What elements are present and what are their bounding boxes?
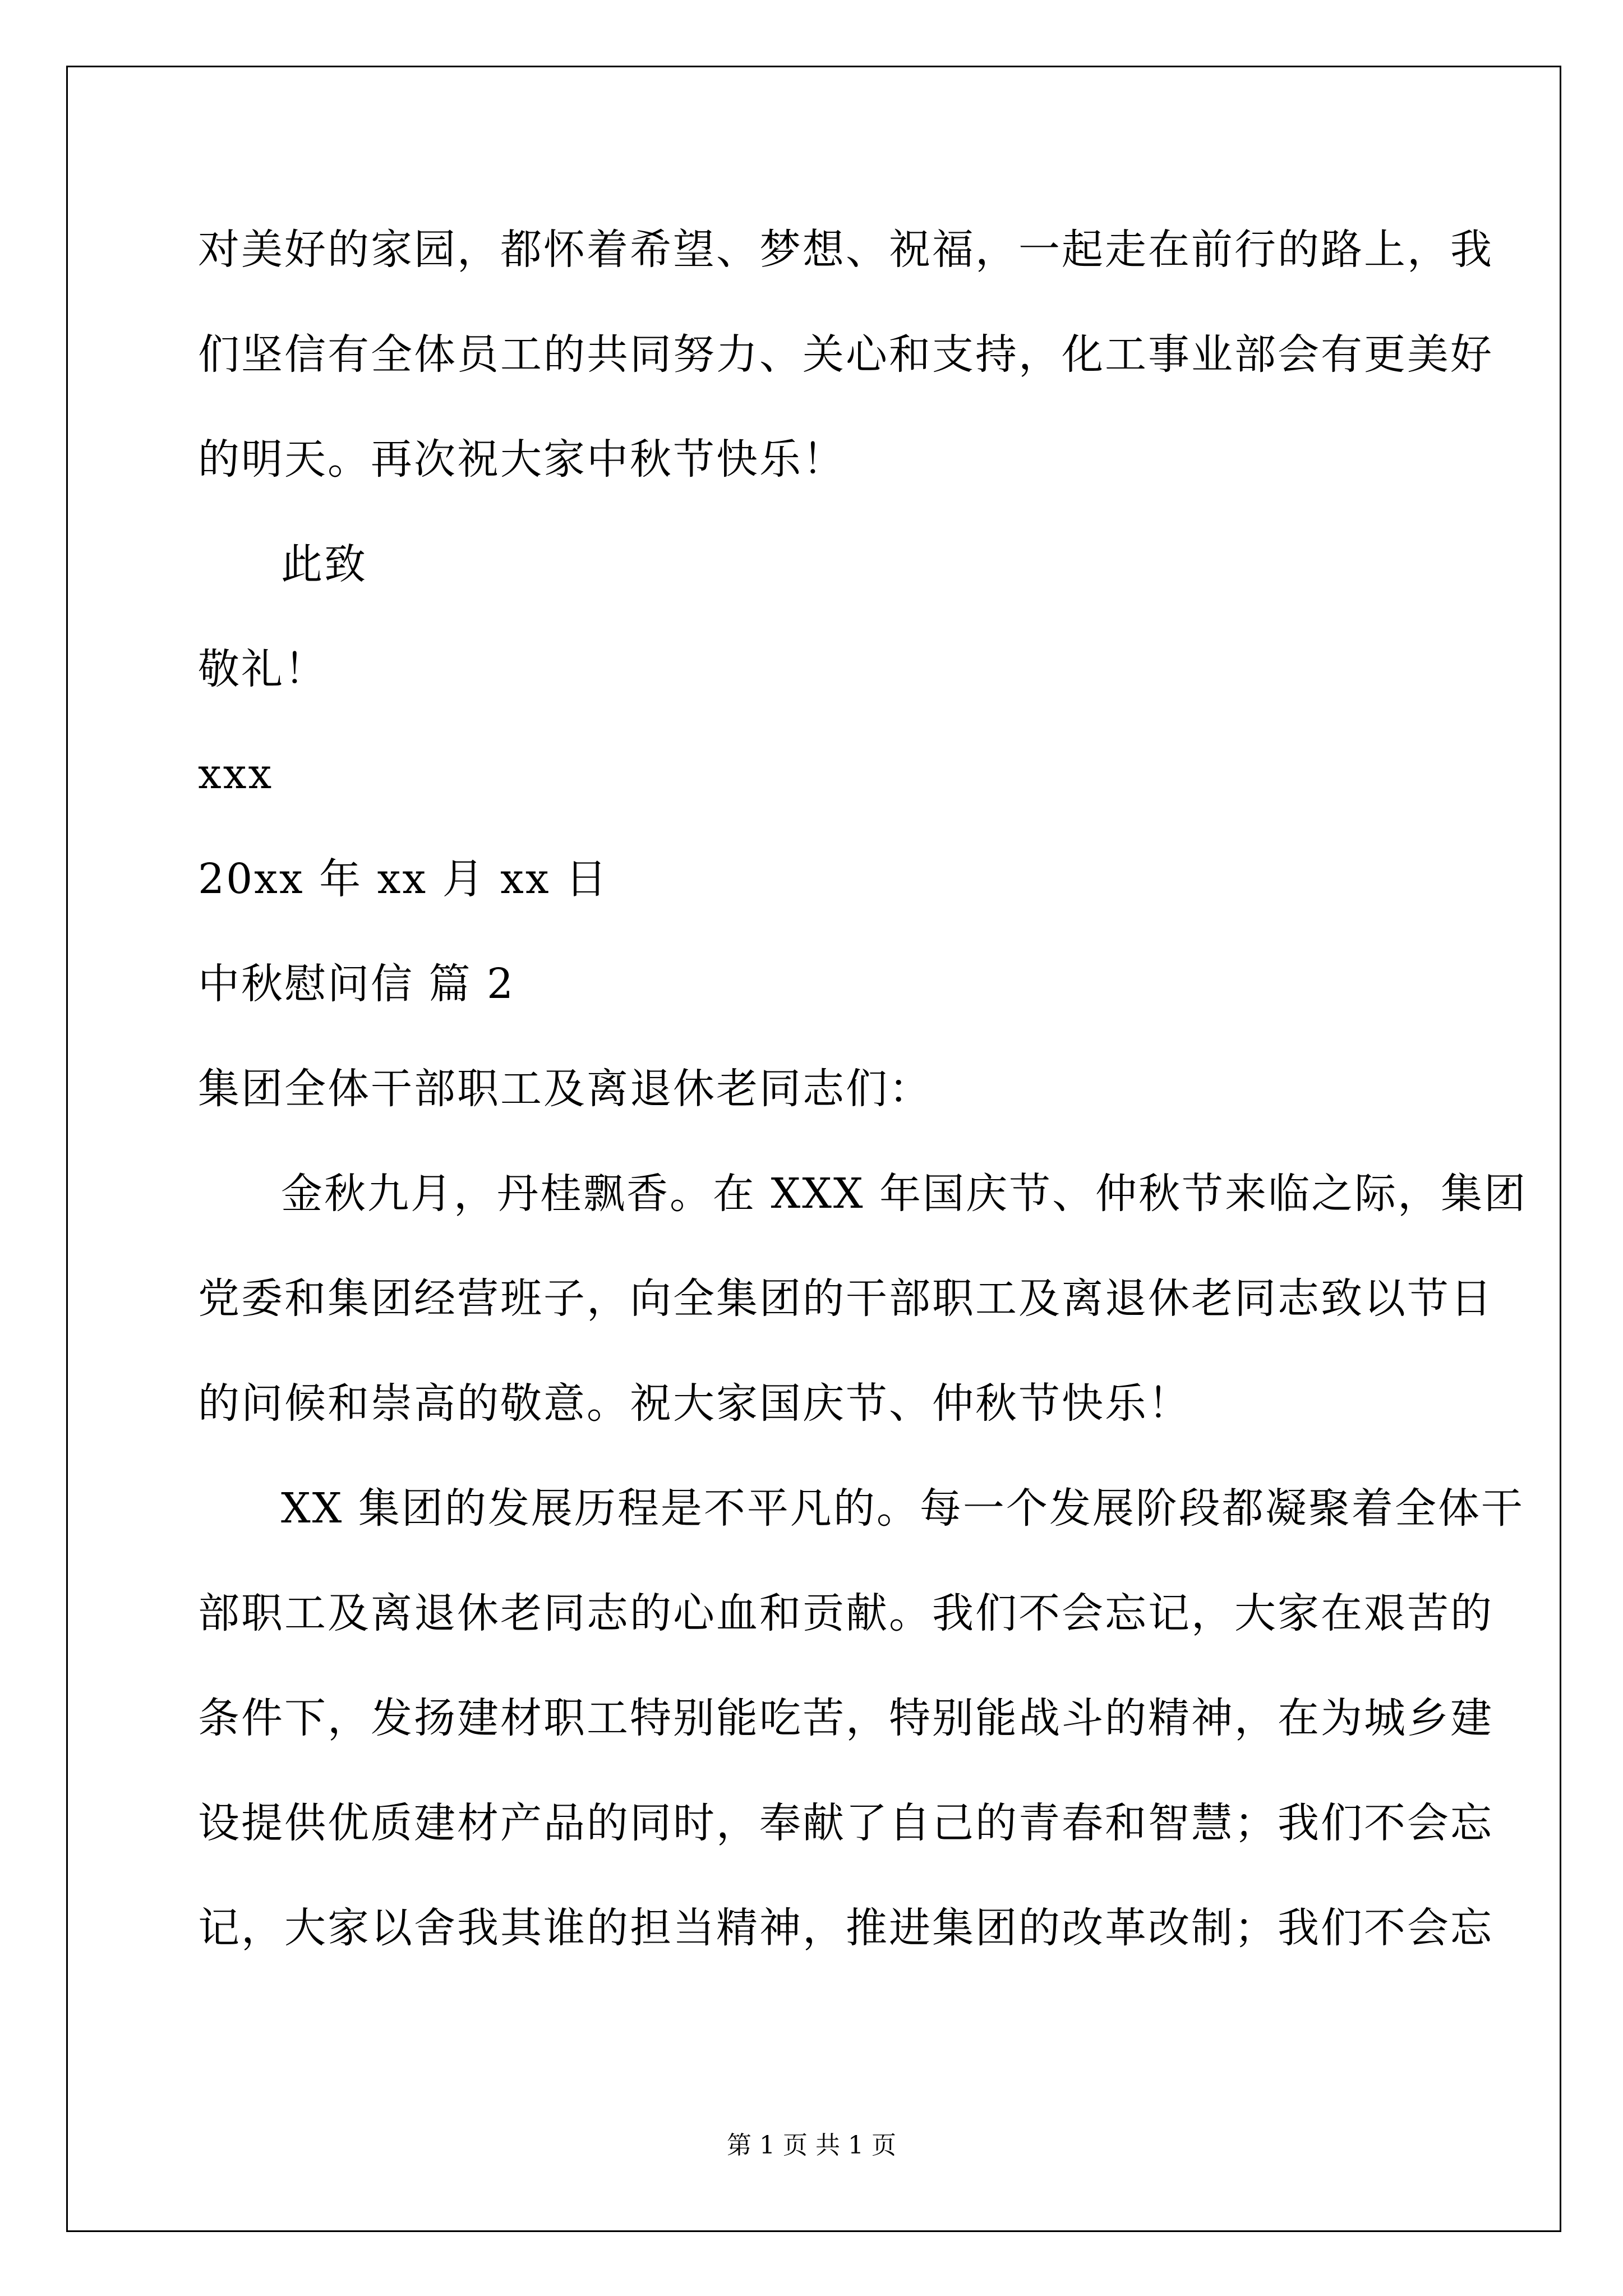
paragraph-line: 对美好的家园，都怀着希望、梦想、祝福，一起走在前行的路上，我 — [198, 226, 1493, 274]
paragraph-line: 记，大家以舍我其谁的担当精神，推进集团的改革改制；我们不会忘 — [198, 1904, 1493, 1952]
signature-date: 20xx 年 xx 月 xx 日 — [198, 855, 609, 903]
paragraph-line: 部职工及离退休老同志的心血和贡献。我们不会忘记，大家在艰苦的 — [198, 1589, 1493, 1637]
letter-greeting: 集团全体干部职工及离退休老同志们： — [198, 1065, 932, 1113]
paragraph-line: 们坚信有全体员工的共同努力、关心和支持，化工事业部会有更美好 — [198, 330, 1493, 379]
signature-name: xxx — [198, 750, 274, 798]
closing-phrase: 此致 — [281, 540, 367, 588]
page-footer: 第 1 页 共 1 页 — [727, 2131, 896, 2160]
closing-salutation: 敬礼！ — [198, 645, 328, 693]
paragraph-line: XX 集团的发展历程是不平凡的。每一个发展阶段都凝聚着全体干 — [281, 1484, 1524, 1533]
paragraph-line: 的明天。再次祝大家中秋节快乐！ — [198, 435, 846, 484]
paragraph-line: 条件下，发扬建材职工特别能吃苦，特别能战斗的精神，在为城乡建 — [198, 1694, 1493, 1742]
paragraph-line: 设提供优质建材产品的同时，奉献了自己的青春和智慧；我们不会忘 — [198, 1799, 1493, 1847]
paragraph-line: 党委和集团经营班子，向全集团的干部职工及离退休老同志致以节日 — [198, 1274, 1493, 1323]
paragraph-line: 金秋九月，丹桂飘香。在 XXX 年国庆节、仲秋节来临之际，集团 — [281, 1170, 1528, 1218]
section-heading: 中秋慰问信 篇 2 — [198, 960, 515, 1008]
paragraph-line: 的问候和崇高的敬意。祝大家国庆节、仲秋节快乐！ — [198, 1379, 1191, 1428]
